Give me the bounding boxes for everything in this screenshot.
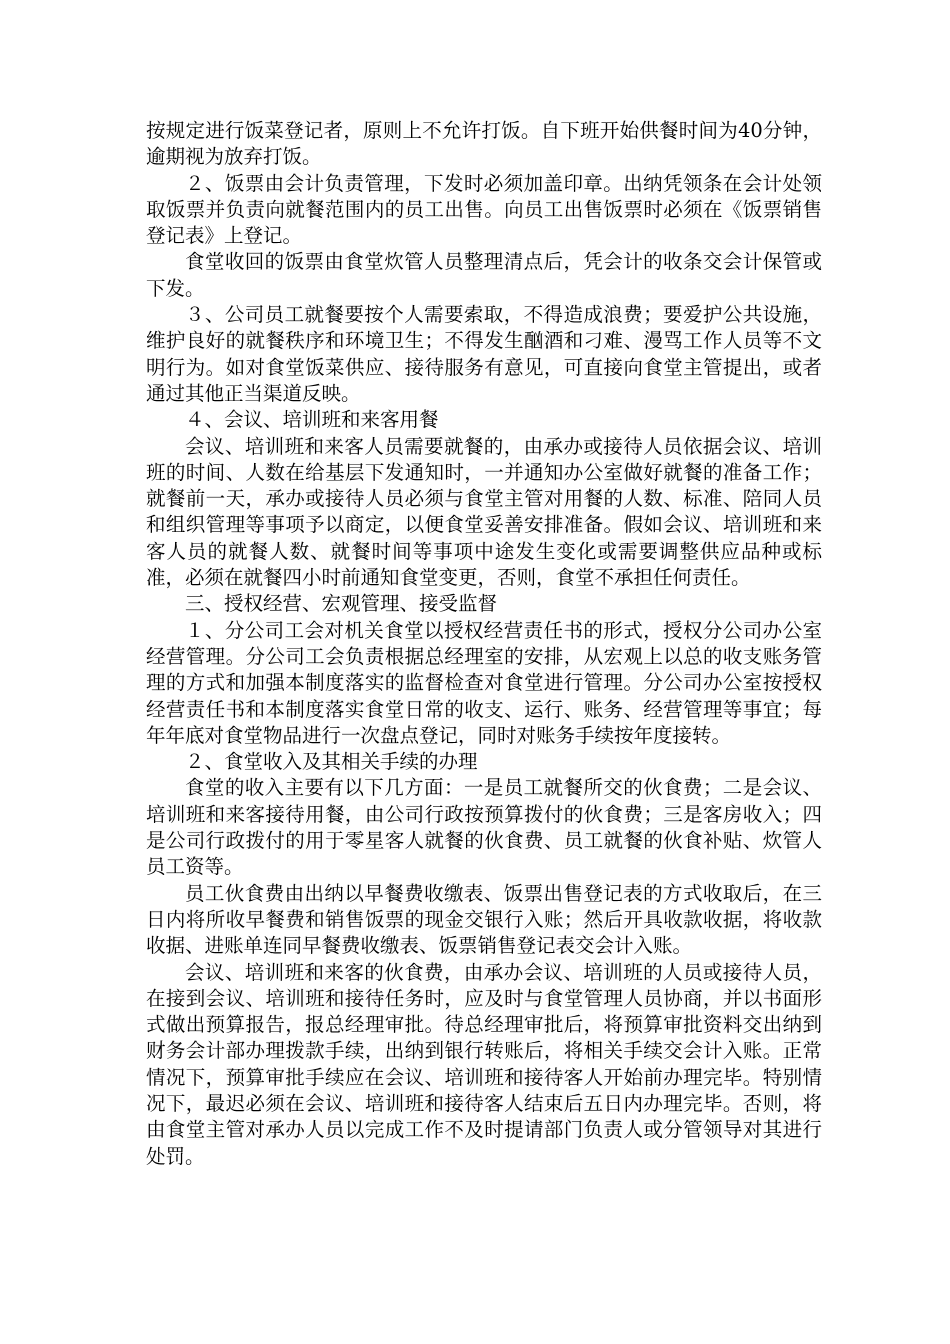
paragraph-meeting-fees: 会议、培训班和来客的伙食费，由承办会议、培训班的人员或接待人员，在接到会议、培训班和接待任务时，应及时与食堂管理人员协商，并以书面形式做出预算报告，报总经理审批。待总经理审批后，将预算审批资料交出纳到财务会计部办理拨款手续，出纳到银行转账后，将相关手续交会计入账。正常情况下，预算审批手续应在会议、培训班和接待客人开始前办理完毕。特别情况下，最迟必须在会议、培训班和接待客人结束后五日内办理完毕。否则，将由食堂主管对承办人员以完成工作不及时提请部门负责人或分管领导对其进行处罚。 xyxy=(146,960,822,1168)
paragraph-authorization: １、分公司工会对机关食堂以授权经营责任书的形式，授权分公司办公室经营管理。分公司工会负责根据总经理室的安排，从宏观上以总的收支账务管理的方式和加强本制度落实的监督检查对食堂进行管理。分公司办公室按授权经营责任书和本制度落实食堂日常的收支、运行、账务、经营管理等事宜；每年年底对食堂物品进行一次盘点登记，同时对账务手续按年度接转。 xyxy=(146,618,822,747)
paragraph-ticket-recovery: 食堂收回的饭票由食堂炊管人员整理清点后，凭会计的收条交会计保管或下发。 xyxy=(146,250,822,300)
paragraph-dining-conduct: ３、公司员工就餐要按个人需要索取，不得造成浪费；要爱护公共设施，维护良好的就餐秩序和环境卫生；不得发生酗酒和刁难、漫骂工作人员等不文明行为。如对食堂饭菜供应、接待服务有意见，可直接向食堂主管提出，或者通过其他正当渠道反映。 xyxy=(146,303,822,405)
paragraph-staff-fees: 员工伙食费由出纳以早餐费收缴表、饭票出售登记表的方式收取后，在三日内将所收早餐费和销售饭票的现金交银行入账；然后开具收款收据，将收款收据、进账单连同早餐费收缴表、饭票销售登记表交会计入账。 xyxy=(146,881,822,958)
heading-section-authorization: 三、授权经营、宏观管理、接受监督 xyxy=(185,592,498,616)
heading-income-procedures: ２、食堂收入及其相关手续的办理 xyxy=(185,750,478,774)
paragraph-meeting-dining: 会议、培训班和来客人员需要就餐的，由承办或接待人员依据会议、培训班的时间、人数在给基层下发通知时，一并通知办公室做好就餐的准备工作；就餐前一天，承办或接待人员必须与食堂主管对用餐的人数、标准、陪同人员和组织管理等事项予以商定，以便食堂妥善安排准备。假如会议、培训班和来客人员的就餐人数、就餐时间等事项中途发生变化或需要调整供应品种或标准，必须在就餐四小时前通知食堂变更，否则，食堂不承担任何责任。 xyxy=(146,434,822,590)
heading-meeting-dining: ４、会议、培训班和来客用餐 xyxy=(185,408,439,432)
document-page xyxy=(146,118,822,1170)
paragraph-income-sources: 食堂的收入主要有以下几方面：一是员工就餐所交的伙食费；二是会议、培训班和来客接待用餐，由公司行政按预算拨付的伙食费；三是客房收入；四是公司行政拨付的用于零星客人就餐的伙食费、员工就餐的伙食补贴、炊管人员工资等。 xyxy=(146,776,822,879)
paragraph-continuation: 按规定进行饭菜登记者，原则上不允许打饭。自下班开始供餐时间为40分钟，逾期视为放弃打饭。 xyxy=(146,119,822,169)
paragraph-ticket-management: ２、饭票由会计负责管理，下发时必须加盖印章。出纳凭领条在会计处领取饭票并负责向就餐范围内的员工出售。向员工出售饭票时必须在《饭票销售登记表》上登记。 xyxy=(146,171,822,248)
